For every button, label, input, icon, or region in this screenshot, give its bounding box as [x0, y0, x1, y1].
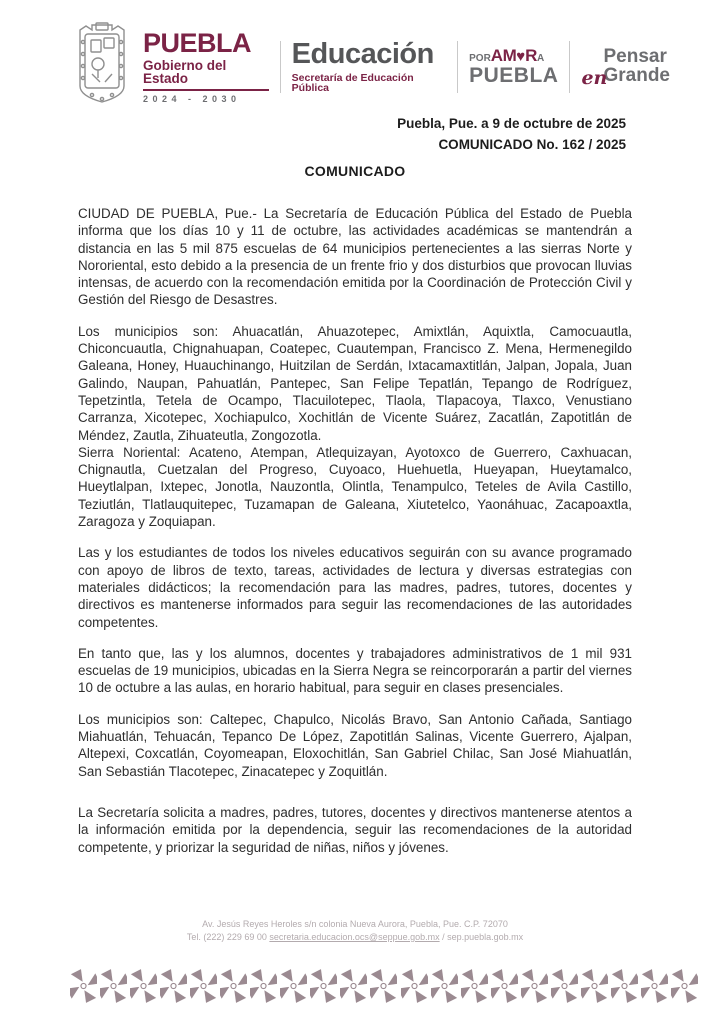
pinwheel-ornament-icon	[611, 966, 638, 1006]
pinwheel-ornament-icon	[581, 966, 608, 1006]
brand-subtitle: Gobierno del Estado	[143, 59, 269, 91]
municipios-sierra-norte: Los municipios son: Ahuacatlán, Ahuazotepec, Amixtlán, Aquixtla, Camocuautla, Chiconcuautla, Chignahuapan, Coatepec, Cuautempan, Francisco Z. Mena, Hermenegildo Galeana, Honey, Huauchinango, Huitzilan de Serdán, Ixtacamaxtitlán, Jalpan, Jopala, Juan Galindo, Naupan, Pahuatlán, Pantepec, San Felipe Tepatlán, Tepango de Rodríguez, Tepetzintla, Tetela de Ocampo, Tlacuilotepec, Tlaola, Tlapacoya, Tlaxco, Venustiano Carranza, Xicotepec, Xochiapulco, Xochitlán de Vicente Suárez, Zacatlán, Zapotitlán de Méndez, Zautla, Zihuateutla, Zongozotla.	[78, 323, 632, 443]
paragraph-intro: CIUDAD DE PUEBLA, Pue.- La Secretaría de Educación Pública del Estado de Puebla informa que los días 10 y 11 de octubre, las actividades académicas se mantendrán a distancia en las 5 mil 875 escuelas de 64 municipios pertenecientes a las sierras Norte y Nororiental, esto debido a la presencia de un frente frio y dos disturbios que provocan lluvias intensas, de acuerdo con la recomendación emitida por la Coordinación de Protección Civil y Gestión del Riesgo de Desastres.	[78, 206, 632, 308]
header-divider	[569, 41, 570, 93]
en-script-word: en	[581, 66, 608, 89]
pinwheel-ornament-icon	[401, 966, 428, 1006]
educacion-subtitle: Secretaría de Educación Pública	[291, 71, 414, 94]
pinwheel-ornament-icon	[431, 966, 458, 1006]
gobierno-brand-block	[143, 27, 269, 104]
meta-block	[78, 114, 626, 156]
pinwheel-ornament-icon	[100, 966, 127, 1006]
paragraph-estudiantes: Las y los estudiantes de todos los niveles educativos seguirán con su avance programado con apoyo de libros de texto, tareas, actividades de lectura y diversas estrategias con materiales didácticos; la recomendación para las madres, padres, tutores, docentes y directivos es mantenerse informados para seguir las recomendaciones de las autoridades competentes.	[78, 545, 632, 630]
por-amor-amor-right: R	[525, 46, 537, 65]
por-amor-a: A	[536, 53, 545, 64]
pinwheel-ornament-icon	[250, 966, 277, 1006]
pinwheel-ornament-icon	[190, 966, 217, 1006]
pinwheel-ornament-icon	[310, 966, 337, 1006]
pinwheel-ornament-icon	[370, 966, 397, 1006]
paragraph-municipios-sierra-negra: Los municipios son: Caltepec, Chapulco, Nicolás Bravo, San Antonio Cañada, Santiago Miahuatlán, Tehuacán, Tepanco De López, Zapotitlán Salinas, Vicente Guerrero, Ajalpan, Altepexi, Coxcatlán, Coyomeapan, Eloxochitlán, San Gabriel Chilac, San José Miahuatlán, San Sebastián Tlacotepec, Zinacatepec y Zoquitlán.	[78, 711, 632, 779]
brand-years: 2024 - 2030	[143, 93, 241, 104]
footer-phone: Tel. (222) 229 69 00	[186, 932, 270, 942]
heart-icon: ♥	[516, 48, 526, 65]
header-logos	[72, 22, 670, 111]
paragraph-municipios-sierra-norte	[78, 323, 632, 531]
pensar-word: Pensar	[603, 46, 667, 68]
por-amor-puebla: PUEBLA	[469, 64, 559, 87]
header-divider	[457, 41, 458, 93]
grande-word: Grande	[603, 64, 670, 86]
pinwheel-ornament-icon	[340, 966, 367, 1006]
ornament-row	[70, 966, 698, 1008]
paragraph-cierre: La Secretaría solicita a madres, padres, tutores, docentes y directivos mantenerse atentos a la información emitida por la dependencia, seguir las recomendaciones de la autoridad competente, y priorizar la seguridad de niñas, niños y jóvenes.	[78, 804, 632, 855]
footer-contact	[0, 931, 710, 944]
brand-name: PUEBLA	[143, 27, 252, 58]
por-amor-amor-left: AM	[490, 46, 517, 65]
dateline: Puebla, Pue. a 9 de octubre de 2025	[397, 116, 626, 131]
footer	[0, 918, 710, 944]
educacion-logo-block	[291, 37, 446, 94]
pinwheel-ornament-icon	[220, 966, 247, 1006]
por-amor-a-puebla-logo	[469, 47, 558, 86]
pinwheel-ornament-icon	[461, 966, 488, 1006]
pinwheel-ornament-icon	[130, 966, 157, 1006]
pinwheel-ornament-icon	[280, 966, 307, 1006]
comunicado-number: COMUNICADO No. 162 / 2025	[438, 136, 626, 152]
educacion-title: Educación	[291, 37, 434, 70]
pinwheel-ornament-icon	[551, 966, 578, 1006]
por-amor-pre: POR	[469, 53, 491, 64]
pinwheel-ornament-icon	[641, 966, 668, 1006]
municipios-sierra-noriental: Sierra Noriental: Acateno, Atempan, Atlequizayan, Ayotoxco de Guerrero, Caxhuacan, Chignautla, Cuetzalan del Progreso, Cuyoaco, Huehuetla, Hueyapan, Hueytamalco, Hueytlalpan, Ixtepec, Jonotla, Nauzontla, Olintla, Tenampulco, Teteles de Avila Castillo, Teziutlán, Tlatlauquitepec, Tuzamapan de Galeana, Xiutetelco, Yaonáhuac, Zacapoaxtla, Zaragoza y Zoquiapan.	[78, 444, 632, 530]
header-divider	[280, 41, 281, 93]
pinwheel-ornament-icon	[491, 966, 518, 1006]
puebla-coat-of-arms-icon	[72, 22, 132, 111]
body-text	[78, 205, 632, 870]
paragraph-sierra-negra: En tanto que, las y los alumnos, docentes y trabajadores administrativos de 1 mil 931 escuelas de 19 municipios, ubicadas en la Sierra Negra se reincorporarán a partir del viernes 10 de octubre a las aulas, en horario habitual, para seguir en clases presenciales.	[78, 645, 632, 696]
pinwheel-ornament-icon	[70, 966, 97, 1006]
footer-address: Av. Jesús Reyes Heroles s/n colonia Nueva Aurora, Puebla, Pue. C.P. 72070	[202, 919, 508, 929]
footer-website: / sep.puebla.gob.mx	[439, 932, 524, 942]
footer-email-link[interactable]: secretaria.educacion.ocs@seppue.gob.mx	[269, 932, 440, 942]
pensar-en-grande-logo	[581, 46, 670, 89]
pinwheel-ornament-icon	[160, 966, 187, 1006]
pinwheel-ornament-icon	[521, 966, 548, 1006]
pinwheel-ornament-icon	[671, 966, 698, 1006]
page-title: COMUNICADO	[304, 163, 406, 179]
